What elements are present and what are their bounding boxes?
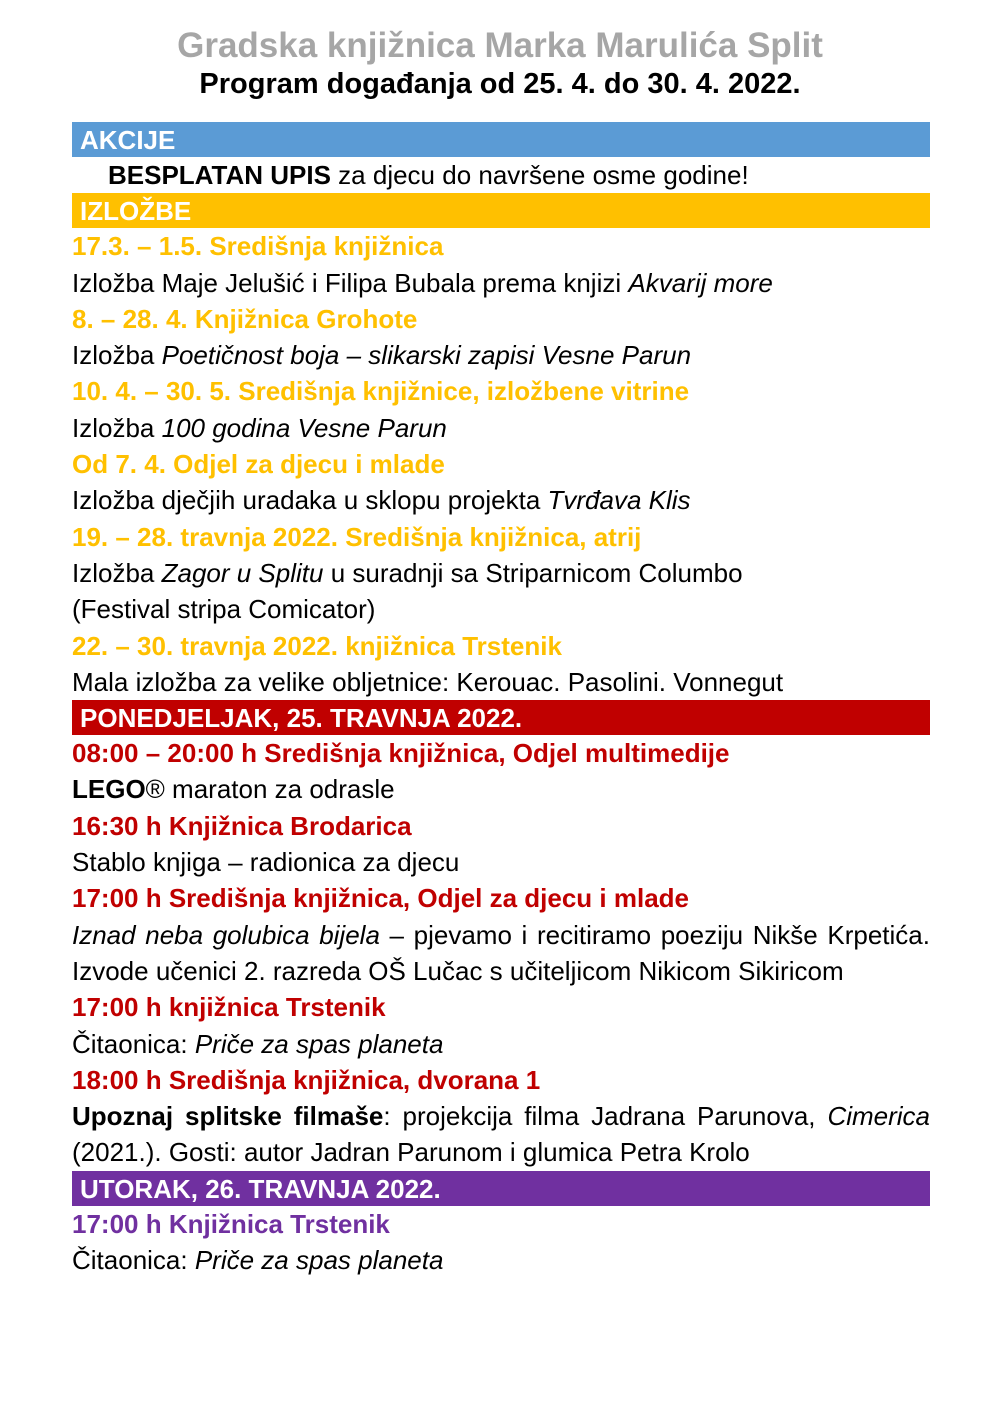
event-description-cont: (Festival stripa Comicator) bbox=[72, 594, 376, 625]
promo-text: za djecu do navršene osme godine! bbox=[330, 160, 749, 190]
desc-text: Čitaonica: bbox=[72, 1028, 195, 1059]
event-description bbox=[72, 482, 930, 518]
event-heading: 17:00 h Središnja knjižnica, Odjel za djecu i mlade bbox=[72, 883, 690, 914]
desc-title: Tvrđava Klis bbox=[547, 485, 691, 516]
event-heading: 19. – 28. travnja 2022. Središnja knjižnica, atrij bbox=[72, 521, 642, 552]
desc-text: Čitaonica: bbox=[72, 1245, 195, 1276]
desc-text: (2021.). Gosti: autor Jadran Parunom i glumica Petra Krolo bbox=[72, 1137, 750, 1168]
section-ponedjeljak-bar: PONEDJELJAK, 25. TRAVNJA 2022. bbox=[72, 700, 930, 735]
section-izlozbe-bar: IZLOŽBE bbox=[72, 193, 930, 228]
event-description bbox=[72, 1242, 930, 1278]
desc-title: Iznad neba golubica bijela bbox=[72, 919, 380, 950]
event-heading: 08:00 – 20:00 h Središnja knjižnica, Odjel multimedije bbox=[72, 738, 730, 769]
event-description: Stablo knjiga – radionica za djecu bbox=[72, 847, 460, 878]
event-description bbox=[72, 410, 930, 446]
desc-text: : projekcija filma Jadrana Parunova, bbox=[383, 1101, 828, 1132]
event-description bbox=[72, 555, 930, 591]
event-description bbox=[72, 265, 930, 301]
desc-text: Izložba Maje Jelušić i Filipa Bubala prema knjizi bbox=[72, 267, 629, 298]
desc-title: 100 godina Vesne Parun bbox=[161, 412, 447, 443]
akcije-promo bbox=[72, 157, 930, 193]
section-akcije-bar: AKCIJE bbox=[72, 122, 930, 157]
desc-title: Akvarij more bbox=[628, 267, 773, 298]
event-heading: 17:00 h knjižnica Trstenik bbox=[72, 992, 386, 1023]
event-description: Mala izložba za velike obljetnice: Kerouac. Pasolini. Vonnegut bbox=[72, 666, 784, 697]
event-description bbox=[72, 917, 930, 990]
promo-bold: BESPLATAN UPIS bbox=[108, 160, 331, 190]
event-heading: 17:00 h Knjižnica Trstenik bbox=[72, 1208, 390, 1239]
event-description bbox=[72, 1026, 930, 1062]
program-content bbox=[72, 120, 930, 1278]
desc-title: Cimerica bbox=[827, 1101, 931, 1132]
desc-text: Izložba bbox=[72, 412, 162, 443]
event-description bbox=[72, 1098, 930, 1171]
page-subtitle: Program događanja od 25. 4. do 30. 4. 2022. bbox=[199, 68, 801, 100]
desc-text: – pjevamo i recitiramo poeziju Nikše Krpetića. Izvode učenici 2. razreda OŠ Lučac s učiteljicom Nikicom Sikiricom bbox=[72, 919, 930, 986]
event-heading: 18:00 h Središnja knjižnica, dvorana 1 bbox=[72, 1064, 541, 1095]
desc-title: Priče za spas planeta bbox=[194, 1245, 444, 1276]
event-heading: 17.3. – 1.5. Središnja knjižnica bbox=[72, 231, 444, 262]
desc-title: Priče za spas planeta bbox=[194, 1028, 444, 1059]
event-description bbox=[72, 337, 930, 373]
desc-text: u suradnji sa Striparnicom Columbo bbox=[323, 557, 743, 588]
desc-bold: Upoznaj splitske filmaše bbox=[72, 1101, 384, 1132]
desc-title: Poetičnost boja – slikarski zapisi Vesne Parun bbox=[161, 340, 692, 371]
event-heading: 16:30 h Knjižnica Brodarica bbox=[72, 810, 412, 841]
event-description bbox=[72, 771, 930, 807]
event-heading: 10. 4. – 30. 5. Središnja knjižnice, izložbene vitrine bbox=[72, 376, 690, 407]
page-title: Gradska knjižnica Marka Marulića Split bbox=[177, 26, 823, 65]
event-heading: Od 7. 4. Odjel za djecu i mlade bbox=[72, 449, 445, 480]
desc-text: Izložba bbox=[72, 557, 162, 588]
desc-text: ® maraton za odrasle bbox=[145, 774, 395, 805]
event-heading: 22. – 30. travnja 2022. knjižnica Trstenik bbox=[72, 630, 562, 661]
event-heading: 8. – 28. 4. Knjižnica Grohote bbox=[72, 303, 418, 334]
desc-text: Izložba dječjih uradaka u sklopu projekta bbox=[72, 485, 548, 516]
desc-title: Zagor u Splitu bbox=[161, 557, 324, 588]
desc-text: Izložba bbox=[72, 340, 162, 371]
section-utorak-bar: UTORAK, 26. TRAVNJA 2022. bbox=[72, 1171, 930, 1206]
desc-bold: LEGO bbox=[72, 774, 146, 805]
